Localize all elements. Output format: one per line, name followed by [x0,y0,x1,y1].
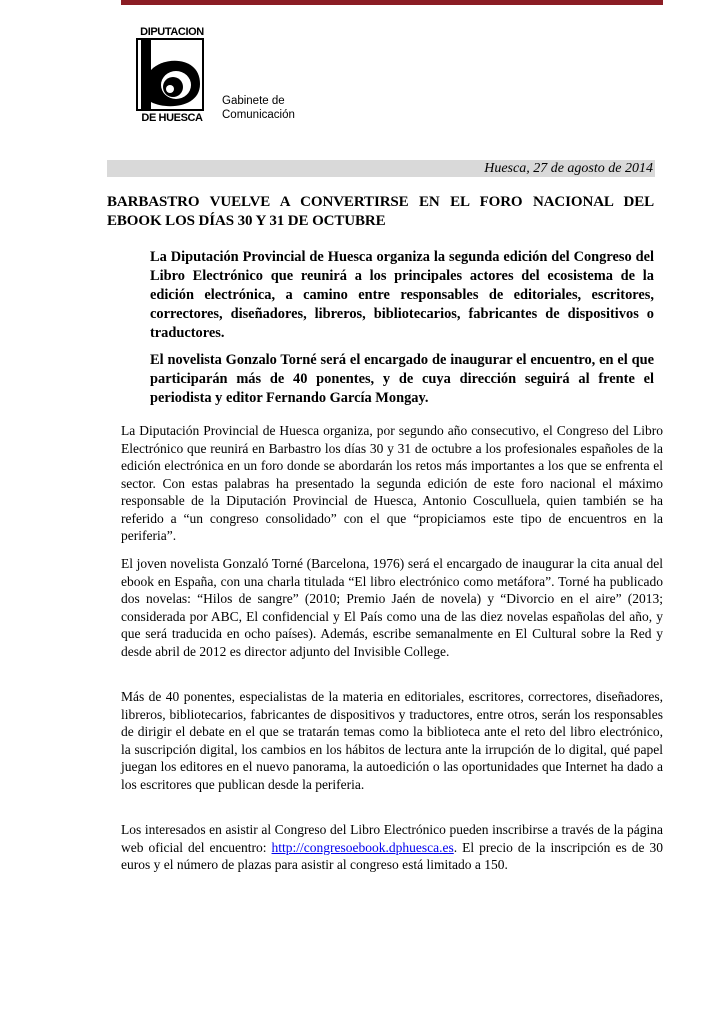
body-paragraph-2: El joven novelista Gonzaló Torné (Barcelona, 1976) será el encargado de inaugurar la cita anual del ebook en España, con una charla titulada “El libro electrónico como metáfora”. Torné ha publicado dos novelas: “Hilos de sangre” (2010; Premio Jaén de novela) y “Divorcio en el aire” (2013; considerada por ABC, El confidencial y El País como una de las diez novelas españolas del año, y que será traducida en ocho países). Además, escribe semanalmente en El Cultural sobre la Red y desde abril de 2012 es director adjunto del Invisible College. [121,556,663,659]
office-label-line2: Comunicación [222,109,295,121]
diputacion-logo [136,26,208,124]
office-label [222,94,295,122]
lead-paragraph-1: La Diputación Provincial de Huesca organiza la segunda edición del Congreso del Libro Electrónico que reunirá a los principales actores del ecosistema de la edición electrónica, a camino entre responsables de editoriales, escritores, correctores, diseñadores, libreros, bibliotecarios, fabricantes de dispositivos o traductores. [150,249,654,341]
office-label-line1: Gabinete de [222,95,285,107]
body-paragraph-1: La Diputación Provincial de Huesca organiza, por segundo año consecutivo, el Congreso del Libro Electrónico que reunirá en Barbastro los días 30 y 31 de octubre a los profesionales españoles de la edición electrónica en un foro donde se abordarán los retos más importantes a los que se enfrenta el sector. Con estas palabras ha presentado la segunda edición de este foro nacional el máximo responsable de la Diputación Provincial de Huesca, Antonio Cosculluela, quien también se ha referido a “un congreso consolidado” con el que “propiciamos este tipo de encuentros en la periferia”. [121,423,663,543]
logo-mark-icon [136,38,208,112]
lead-paragraph-2: El novelista Gonzalo Torné será el encargado de inaugurar el encuentro, en el que participarán más de 40 ponentes, y de cuya dirección seguirá al frente el periodista y editor Fernando García Mongay. [150,352,654,406]
congress-website-link[interactable]: http://congresoebook.dphuesca.es [271,839,454,855]
top-accent-bar [121,0,663,5]
p4-text-before: Los interesados en asistir al Congreso del Libro Electrónico pueden inscribirse a través de la página web oficial del encuentro: [121,822,663,855]
date-bar [107,160,655,177]
date-line: Huesca, 27 de agosto de 2014 [484,161,653,176]
body-paragraph-4 [121,821,663,874]
logo-text-top: DIPUTACION [140,26,204,38]
p4-text-after: . El precio de la inscripción es de 30 euros y el número de plazas para asistir al congreso está limitado a 150. [121,839,663,872]
body-paragraph-3: Más de 40 ponentes, especialistas de la materia en editoriales, escritores, correctores, diseñadores, libreros, bibliotecarios, fabricantes de dispositivos y traductores, entre otros, serán los responsables de dirigir el debate en el que se tratarán temas como la biblioteca ante el reto del libro electrónico, la suscripción digital, los cambios en los hábitos de lectura ante la irrupción de lo digital, qué papel juegan los editores en el nuevo panorama, la autoedición o las oportunidades que Internet ha dado a los escritores que publican desde la periferia. [121,689,663,792]
headline: BARBASTRO VUELVE A CONVERTIRSE EN EL FORO NACIONAL DEL EBOOK LOS DÍAS 30 Y 31 DE OCTUBRE [107,194,654,229]
logo-text-bottom: DE HUESCA [141,112,203,124]
